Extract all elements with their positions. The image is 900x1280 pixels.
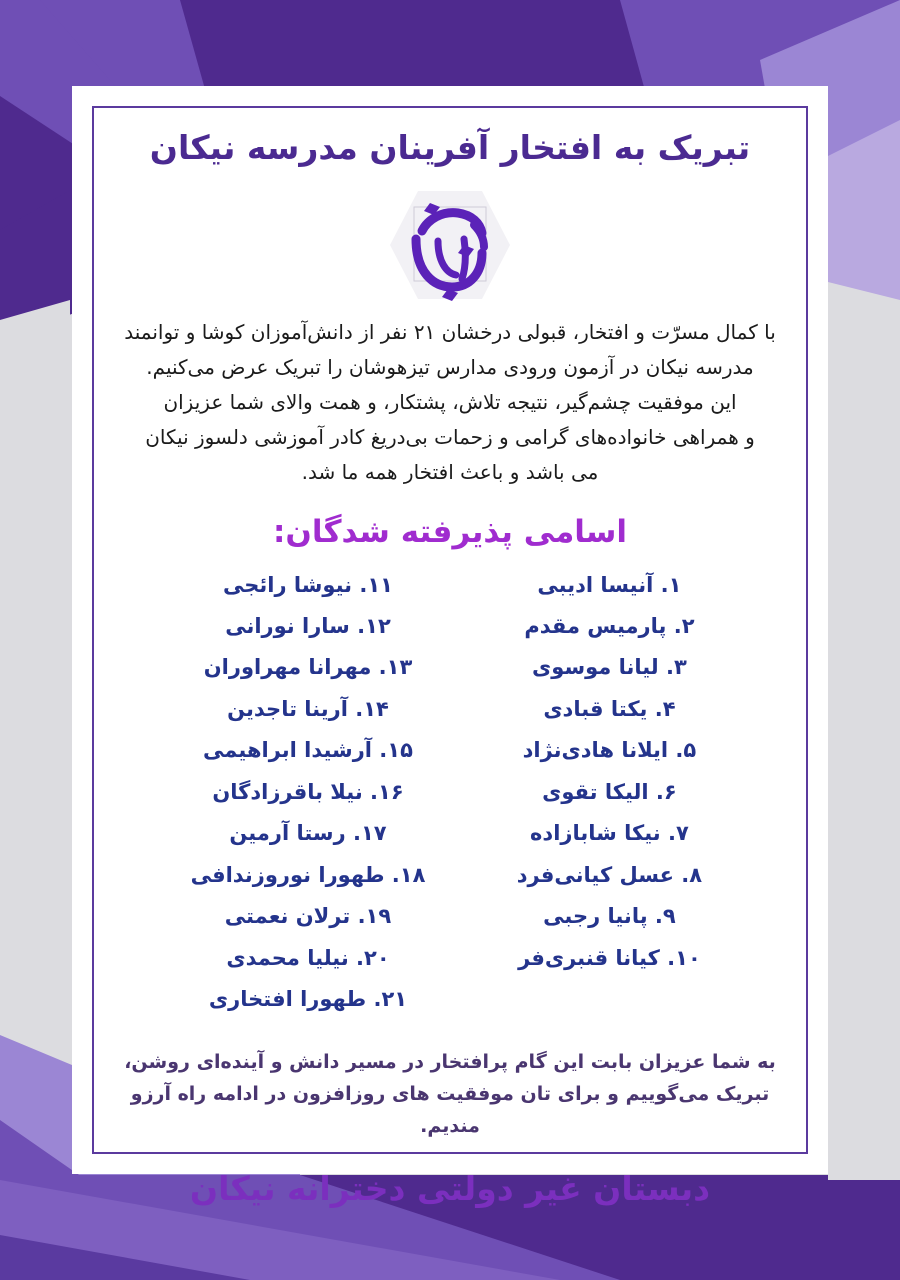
list-item: ۵. ایلانا هادی‌نژاد [522, 738, 697, 763]
closing-paragraph [108, 1046, 792, 1143]
card-content [108, 120, 792, 1208]
list-item: ۲. پارمیس مقدم [524, 614, 695, 639]
list-item: ۱۱. نیوشا رائجی [223, 572, 393, 597]
nikan-calligraphy-logo-icon [386, 181, 514, 309]
list-item: ۹. پانیا رجبی [543, 904, 676, 929]
page-title: تبریک به افتخار آفرینان مدرسه نیکان [149, 128, 751, 167]
intro-line: مدرسه نیکان در آزمون ورودی مدارس تیزهوشان را تبریک عرض می‌کنیم. [146, 354, 754, 379]
intro-paragraph [108, 315, 792, 490]
intro-line: و همراهی خانواده‌های گرامی و زحمات بی‌دریغ کادر آموزشی دلسوز نیکان [145, 424, 755, 449]
bg-shape-left-gray [0, 300, 70, 1040]
list-item: ۱۸. طهورا نوروزندافی [190, 862, 426, 887]
list-item: ۱۹. ترلان نعمتی [224, 904, 392, 929]
list-item: ۲۱. طهورا افتخاری [208, 987, 408, 1012]
list-item: ۱۶. نیلا باقرزادگان [212, 779, 404, 804]
bg-shape-bottom-right [828, 1175, 900, 1280]
list-item: ۷. نیکا شابازاده [530, 821, 689, 846]
list-item: ۲۰. نیلیا محمدی [226, 945, 390, 970]
logo-svg [386, 181, 514, 309]
names-list [108, 566, 792, 1020]
closing-line: به شما عزیزان بابت این گام پرافتخار در مسیر دانش و آینده‌ای روشن، [124, 1050, 776, 1073]
list-item: ۱۰. کیانا قنبری‌فر [518, 945, 701, 970]
list-item: ۱۲. سارا نورانی [225, 614, 391, 639]
closing-line: تبریک می‌گوییم و برای تان موفقیت های روزافزون در ادامه راه آرزو مندیم. [130, 1083, 770, 1138]
names-column-left [191, 566, 426, 1020]
intro-line: این موفقیت چشم‌گیر، نتیجه تلاش، پشتکار، و همت والای شما عزیزان [163, 389, 737, 414]
list-item: ۳. لیانا موسوی [532, 655, 687, 680]
list-item: ۸. عسل کیانی‌فرد [516, 862, 703, 887]
list-item: ۱۴. آرینا تاجدین [227, 696, 389, 721]
school-name-footer: دبستان غیر دولتی دخترانه نیکان [189, 1168, 711, 1208]
names-column-right [509, 566, 709, 1020]
names-section-heading: اسامی پذیرفته شدگان: [272, 513, 628, 550]
list-item: ۱۳. مهرانا مهراوران [203, 655, 413, 680]
list-item: ۱. آنیسا ادیبی [537, 572, 682, 597]
list-item: ۱۵. آرشیدا ابراهیمی [203, 738, 413, 763]
list-item: ۶. الیکا تقوی [542, 779, 677, 804]
list-item: ۱۷. رستا آرمین [229, 821, 387, 846]
poster-card [72, 86, 828, 1208]
list-item: ۴. یکتا قبادی [543, 696, 676, 721]
bg-shape-right-gray [828, 330, 900, 1180]
intro-line: با کمال مسرّت و افتخار، قبولی درخشان ۲۱ نفر از دانش‌آموزان کوشا و توانمند [124, 319, 776, 344]
intro-line: می باشد و باعث افتخار همه ما شد. [301, 459, 599, 484]
